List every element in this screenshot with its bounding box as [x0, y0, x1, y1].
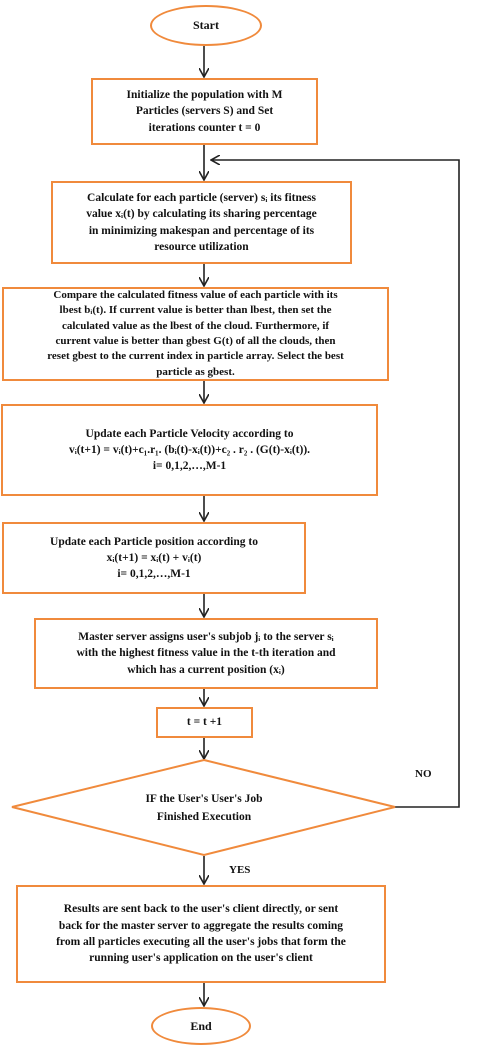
- start-label: Start: [193, 18, 219, 32]
- increment-text: t = t +1: [186, 716, 223, 729]
- end-terminal: [151, 1007, 251, 1045]
- end-label: End: [190, 1018, 212, 1033]
- position-text: Update each Particle position according to xᵢ(t+1) = xᵢ(t) + vᵢ(t) i= 0,1,2,…,M-1: [50, 535, 258, 581]
- compare-text: Compare the calculated fitness value of each particle with its lbest bᵢ(t). If current value is better than lbest, then set the calculated value as the lbest of the cloud. Furthermore, if current value is better than gbest G(t) of all the clouds, then reset gbest to the current index in particle array. Select the best particle as gbest.: [47, 288, 344, 378]
- results-step: [16, 885, 386, 983]
- no-label: NO: [415, 768, 432, 780]
- calculate-text: Calculate for each particle (server) sᵢ its fitness value xᵢ(t) by calculating its sharing percentage in minimizing makespan and percentage of its resource utilization: [86, 191, 317, 253]
- assign-text: Master server assigns user's subjob jᵢ to the server sᵢ with the highest fitness value in the t-th iteration and which has a current position (xᵢ): [76, 631, 336, 676]
- yes-label: YES: [229, 864, 251, 876]
- results-text: Results are sent back to the user's client directly, or sent back for the master server to aggregate the results coming from all particles executing all the user's jobs that form the running user's application on the user's client: [56, 903, 346, 965]
- init-text: Initialize the population with M Particles (servers S) and Set iterations counter t = 0: [126, 89, 283, 134]
- decision-text: IF the User's User's Job Finished Execution: [145, 793, 263, 824]
- velocity-text: Update each Particle Velocity according to vᵢ(t+1) = vᵢ(t)+c₁.r₁. (bᵢ(t)-xᵢ(t))+c₂ . r₂ . (G(t)-xᵢ(t)). i= 0,1,2,…,M-1: [68, 427, 311, 473]
